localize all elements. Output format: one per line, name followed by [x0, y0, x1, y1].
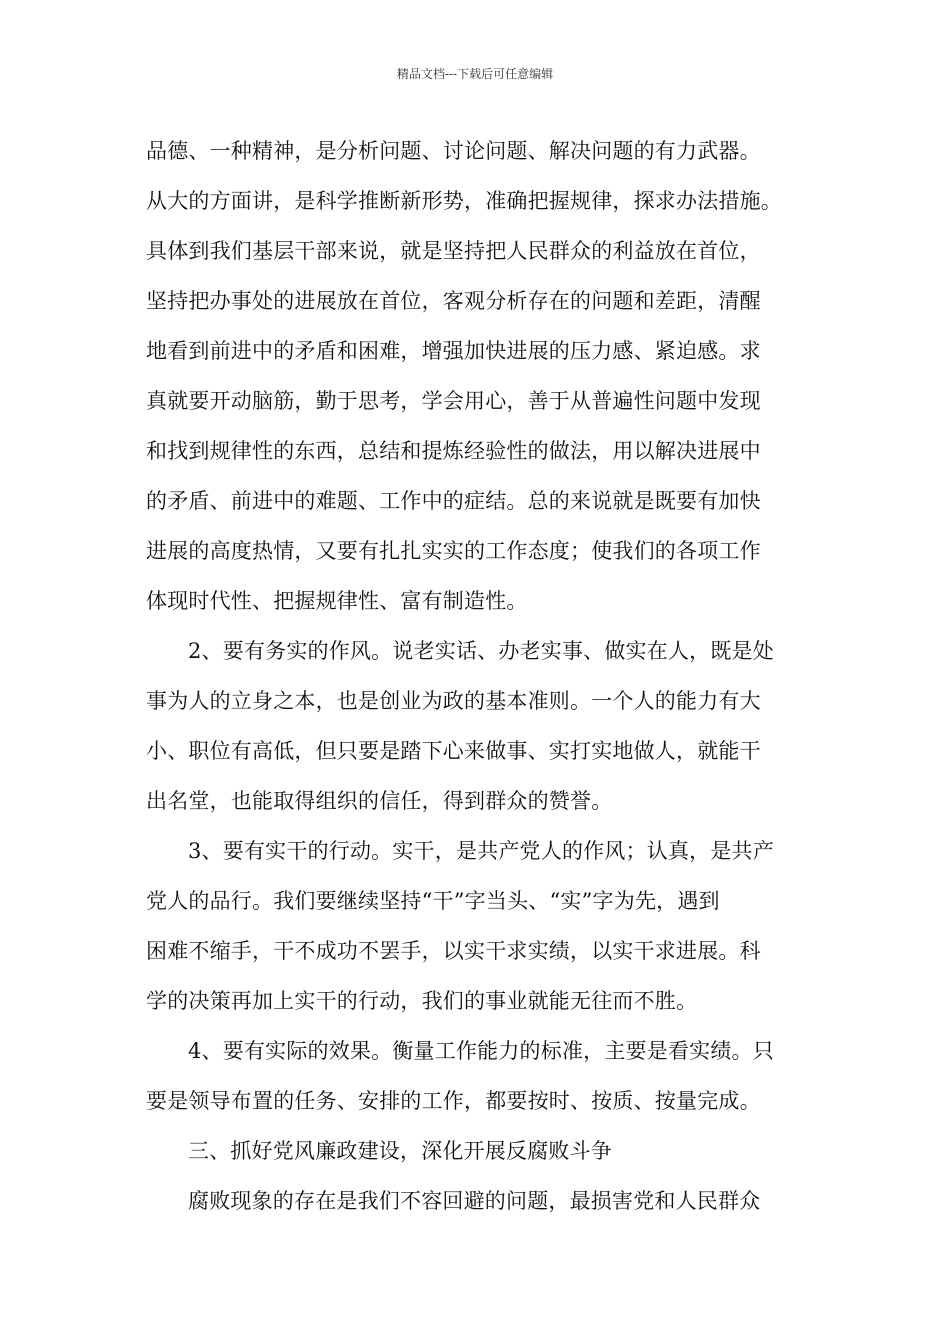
text-line: 真就要开动脑筋，勤于思考，学会用心，善于从普遍性问题中发现	[146, 389, 761, 413]
text-line: 困难不缩手，干不成功不罢手，以实干求实绩，以实干求进展。科	[146, 939, 761, 963]
text-line: 地看到前进中的矛盾和困难，增强加快进展的压力感、紧迫感。求	[146, 339, 761, 363]
text-line: 进展的高度热情，又要有扎扎实实的工作态度；使我们的各项工作	[146, 539, 761, 563]
text-line: 要是领导布置的任务、安排的工作，都要按时、按质、按量完成。	[146, 1089, 761, 1113]
text-line: 小、职位有高低，但只要是踏下心来做事、实打实地做人，就能干	[146, 739, 761, 763]
text-line: 的矛盾、前进中的难题、工作中的症结。总的来说就是既要有加快	[146, 489, 761, 513]
body-text	[146, 126, 846, 1226]
text-line: 从大的方面讲，是科学推断新形势，准确把握规律，探求办法措施。	[146, 189, 782, 213]
page-header: 精品文档---下载后可任意编辑	[396, 67, 554, 81]
paragraph-start-line: 4、要有实际的效果。衡量工作能力的标准，主要是看实绩。只	[188, 1039, 774, 1063]
section-heading: 三、抓好党风廉政建设，深化开展反腐败斗争	[188, 1139, 612, 1163]
text-line: 具体到我们基层干部来说，就是坚持把人民群众的利益放在首位，	[146, 239, 761, 263]
text-line: 学的决策再加上实干的行动，我们的事业就能无往而不胜。	[146, 989, 698, 1013]
text-line: 坚持把办事处的进展放在首位，客观分析存在的问题和差距，清醒	[146, 289, 761, 313]
text-line: 党人的品行。我们要继续坚持“干”字当头、“实”字为先，遇到	[146, 889, 720, 913]
text-line: 品德、一种精神，是分析问题、讨论问题、解决问题的有力武器。	[146, 139, 761, 163]
paragraph-start-line: 腐败现象的存在是我们不容回避的问题，最损害党和人民群众	[188, 1189, 761, 1213]
paragraph-start-line: 3、要有实干的行动。实干，是共产党人的作风；认真，是共产	[188, 839, 774, 863]
text-line: 体现时代性、把握规律性、富有制造性。	[146, 589, 528, 613]
paragraph-start-line: 2、要有务实的作风。说老实话、办老实事、做实在人，既是处	[188, 639, 774, 663]
text-line: 事为人的立身之本，也是创业为政的基本准则。一个人的能力有大	[146, 689, 761, 713]
text-line: 出名堂，也能取得组织的信任，得到群众的赞誉。	[146, 789, 613, 813]
text-line: 和找到规律性的东西，总结和提炼经验性的做法，用以解决进展中	[146, 439, 761, 463]
